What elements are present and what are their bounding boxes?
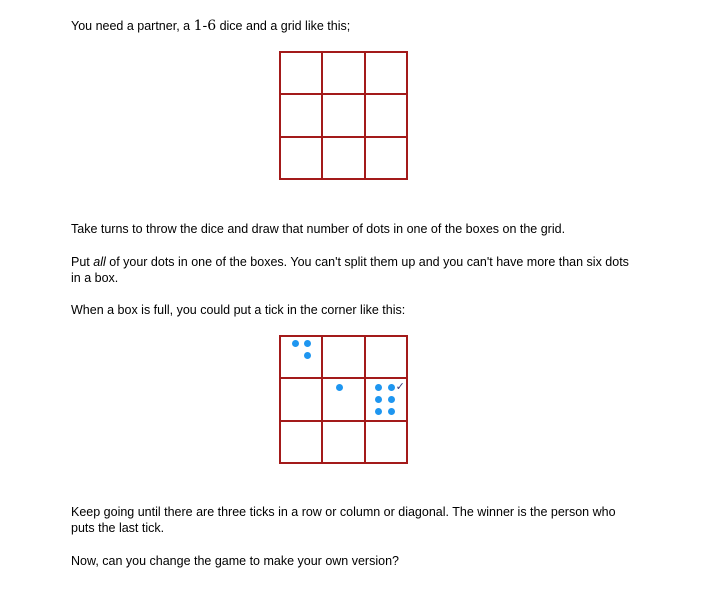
turns-text: Take turns to throw the dice and draw that number of dots in one of the boxes on the grid. bbox=[71, 222, 566, 236]
grid-cell bbox=[323, 337, 363, 377]
tick-mark: ✓ bbox=[395, 380, 405, 394]
grid-cell bbox=[323, 422, 363, 462]
dot bbox=[375, 396, 382, 403]
grid-cell bbox=[323, 138, 363, 178]
grid-cell-one-dot bbox=[323, 379, 363, 419]
grid-cell bbox=[366, 53, 406, 93]
keep-going-text: Keep going until there are three ticks in a row or column or diagonal. The winner is the person who puts the last tick. bbox=[71, 505, 616, 535]
dot bbox=[388, 384, 395, 391]
example-grid bbox=[279, 335, 408, 464]
question-text: Now, can you change the game to make your own version? bbox=[71, 554, 399, 568]
put-all-text: Put all of your dots in one of the boxes. You can't split them up and you can't have more than six dots in a box. bbox=[71, 255, 629, 285]
dot bbox=[292, 340, 299, 347]
dot bbox=[375, 384, 382, 391]
dot bbox=[304, 352, 311, 359]
empty-grid bbox=[279, 51, 408, 180]
grid-cell bbox=[281, 422, 321, 462]
grid-cell-six-dots-ticked bbox=[366, 379, 406, 419]
grid-cell bbox=[366, 422, 406, 462]
dot bbox=[388, 408, 395, 415]
grid-cell bbox=[281, 138, 321, 178]
grid-cell bbox=[281, 379, 321, 419]
grid-cell-three-dots bbox=[281, 337, 321, 377]
grid-cell bbox=[323, 53, 363, 93]
dot bbox=[375, 408, 382, 415]
grid-cell bbox=[366, 337, 406, 377]
grid-cell bbox=[281, 95, 321, 135]
dot bbox=[336, 384, 343, 391]
grid-cell bbox=[323, 95, 363, 135]
grid-cell bbox=[366, 138, 406, 178]
full-box-text: When a box is full, you could put a tick in the corner like this: bbox=[71, 303, 406, 317]
grid-cell bbox=[281, 53, 321, 93]
dice-range: 1-6 bbox=[193, 18, 217, 34]
grid-cell bbox=[366, 95, 406, 135]
dot bbox=[388, 396, 395, 403]
dot bbox=[304, 340, 311, 347]
intro-text: You need a partner, a 1-6 dice and a grid like this; bbox=[71, 18, 351, 34]
